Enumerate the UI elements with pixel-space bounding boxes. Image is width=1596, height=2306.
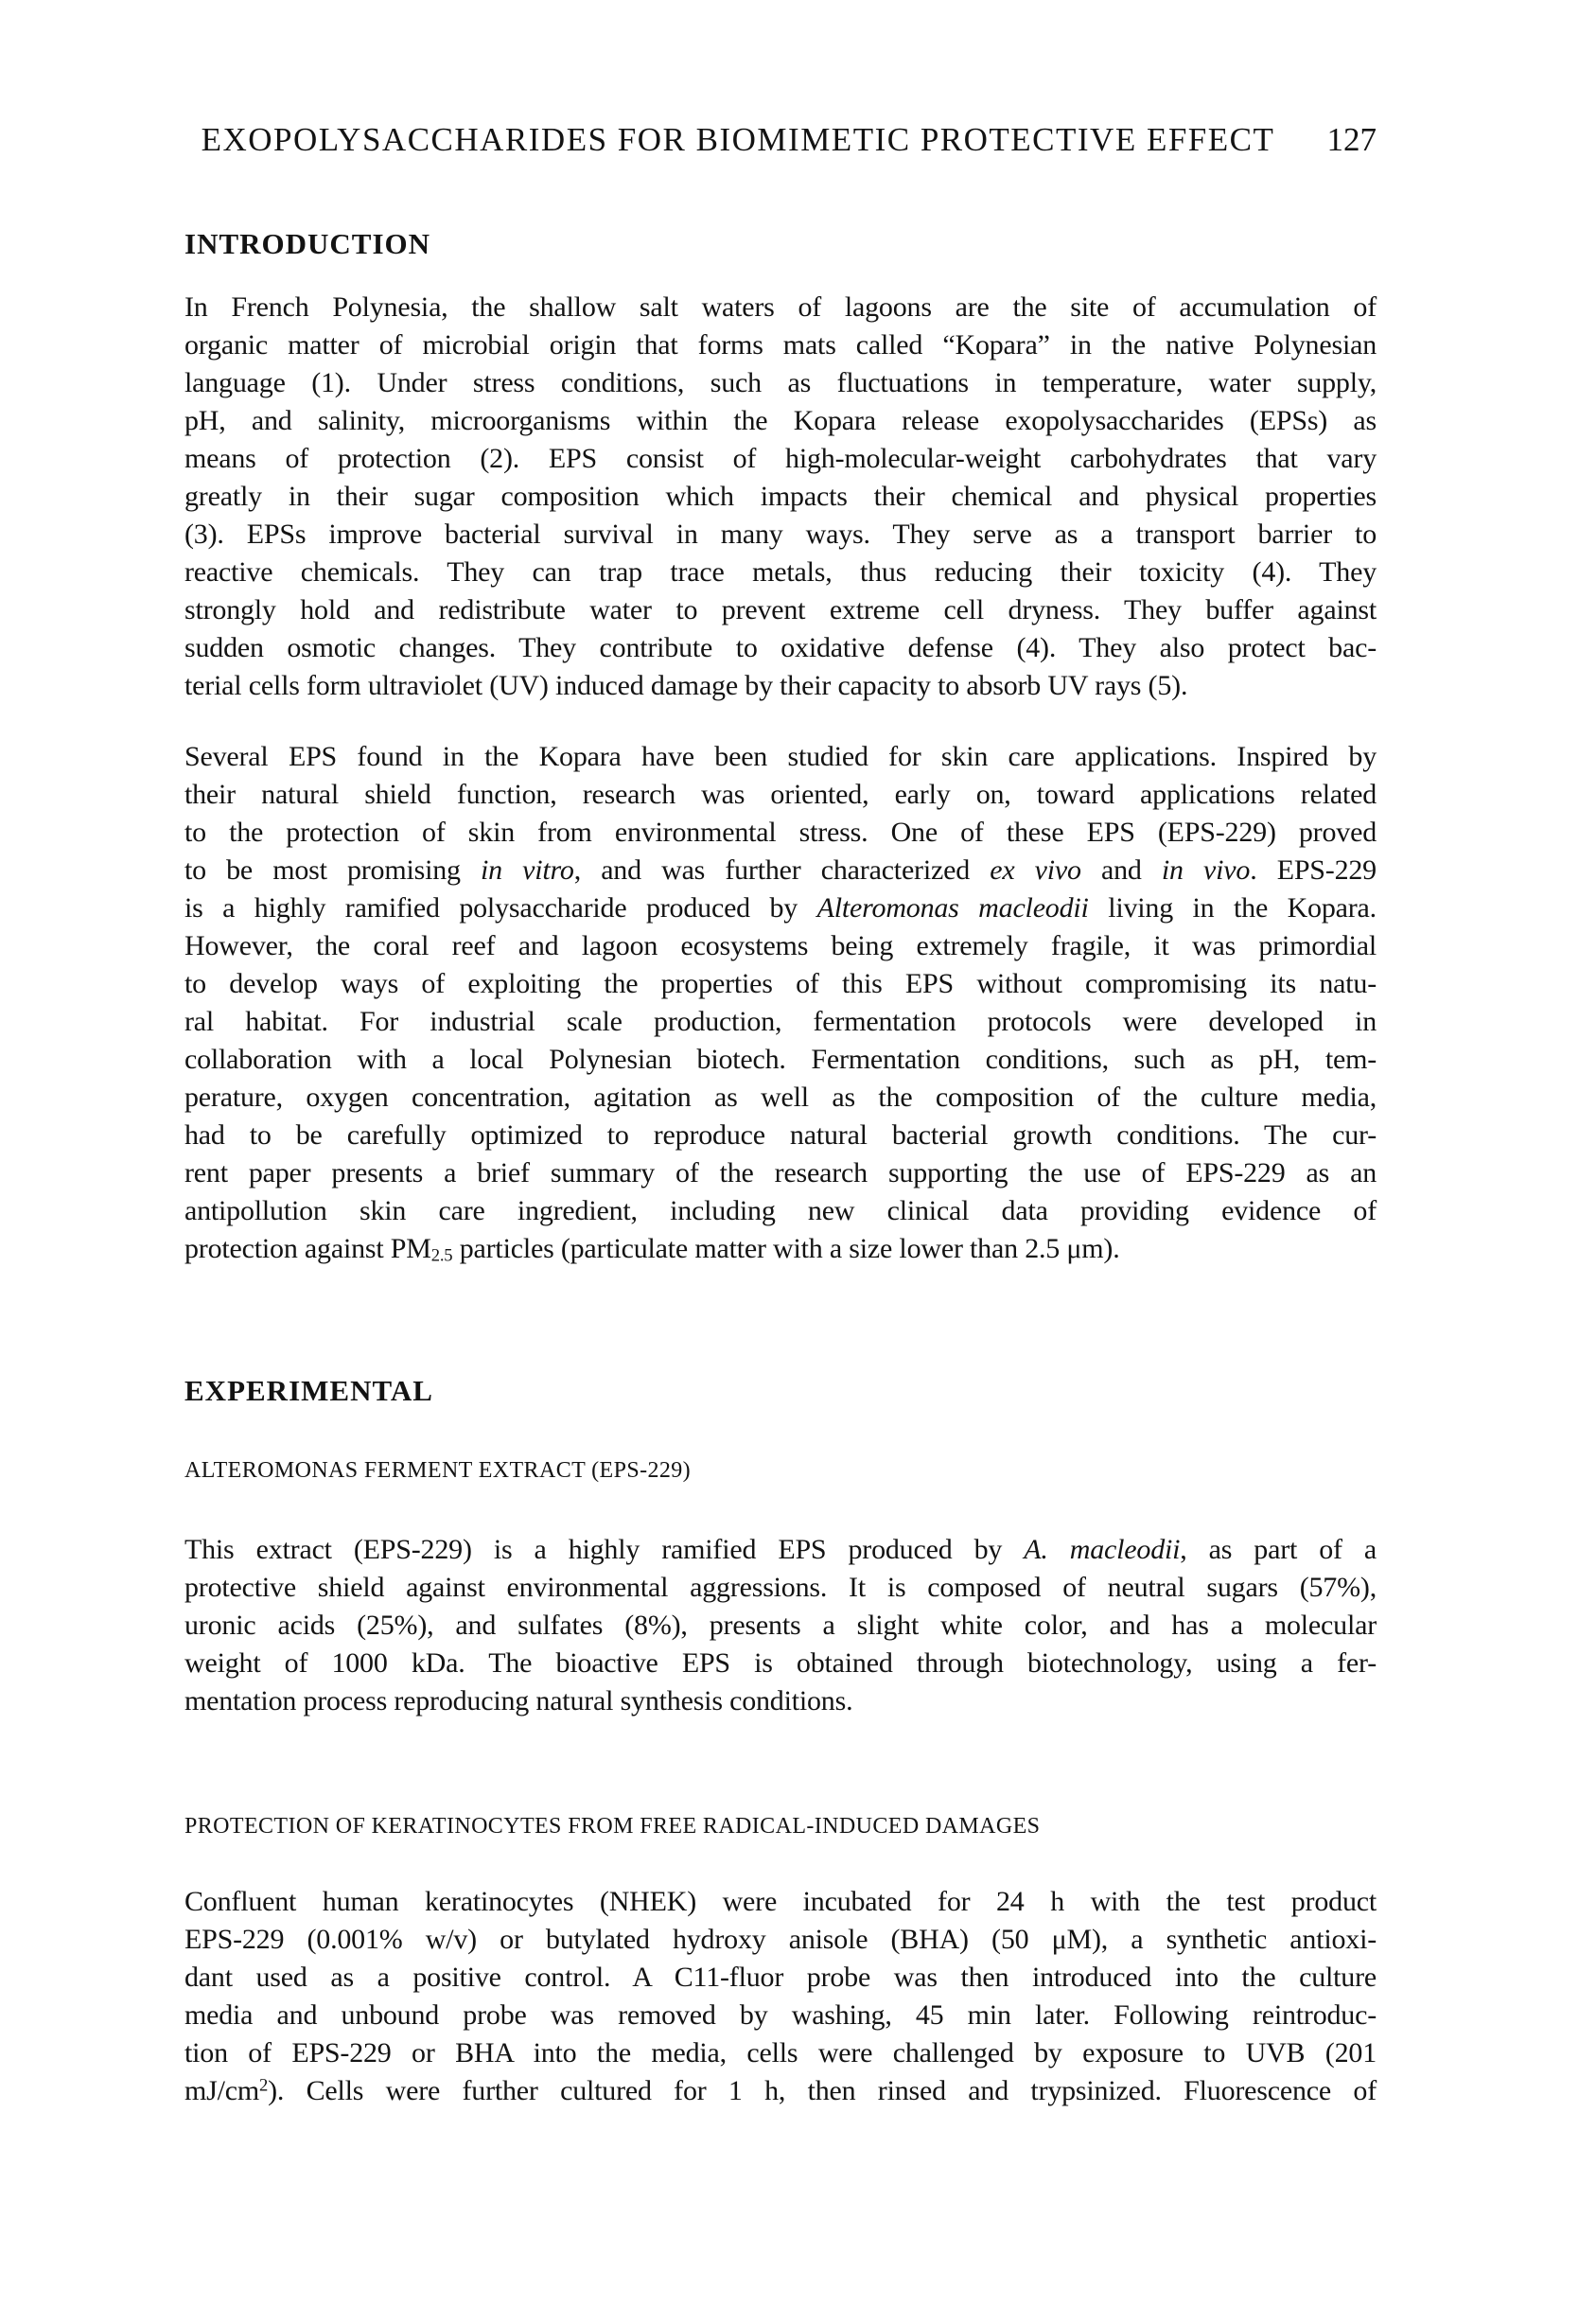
text-line: to be most promising in vitro, and was further characterized ex vivo and in vivo. EPS-229	[184, 854, 1377, 886]
text-line: perature, oxygen concentration, agitation as well as the composition of the culture media,	[184, 1082, 1377, 1113]
page-number: 127	[1326, 121, 1377, 158]
text-line: strongly hold and redistribute water to prevent extreme cell dryness. They buffer against	[184, 594, 1377, 625]
paragraph-introduction-1	[184, 289, 1377, 705]
text-line: organic matter of microbial origin that forms mats called “Kopara” in the native Polynesian	[184, 329, 1377, 361]
subsection-heading-keratinocyte-protection: PROTECTION OF KERATINOCYTES FROM FREE RADICAL-INDUCED DAMAGES	[184, 1814, 1041, 1839]
text-line: had to be carefully optimized to reproduce natural bacterial growth conditions. The cur-	[184, 1119, 1377, 1151]
text-line: greatly in their sugar composition which impacts their chemical and physical properties	[184, 481, 1377, 512]
text-line: to the protection of skin from environmental stress. One of these EPS (EPS-229) proved	[184, 817, 1377, 848]
section-heading-experimental: EXPERIMENTAL	[184, 1374, 433, 1407]
page-header	[184, 121, 1377, 159]
text-line: is a highly ramified polysaccharide produced by Alteromonas macleodii living in the Kopara.	[184, 892, 1377, 924]
subsection-heading-alteromonas-ferment-extract: ALTEROMONAS FERMENT EXTRACT (EPS-229)	[184, 1458, 692, 1483]
text-line: antipollution skin care ingredient, including new clinical data providing evidence of	[184, 1195, 1377, 1226]
text-line: media and unbound probe was removed by washing, 45 min later. Following reintroduc-	[184, 1999, 1377, 2031]
running-head-title: EXOPOLYSACCHARIDES FOR BIOMIMETIC PROTECTIVE EFFECT	[201, 121, 1275, 158]
text-line: ral habitat. For industrial scale production, fermentation protocols were developed in	[184, 1006, 1377, 1037]
text-line: terial cells form ultraviolet (UV) induced damage by their capacity to absorb UV rays (5).	[184, 670, 1188, 701]
text-line: protection against $PM_{2.5}$ particles (particulate matter with a size lower than 2.5 μm).	[184, 1233, 1120, 1266]
text-line: reactive chemicals. They can trap trace metals, thus reducing their toxicity (4). They	[184, 556, 1377, 588]
text-line: their natural shield function, research was oriented, early on, toward applications related	[184, 779, 1377, 810]
paragraph-introduction-2	[184, 738, 1377, 1268]
text-line: In French Polynesia, the shallow salt waters of lagoons are the site of accumulation of	[184, 291, 1377, 323]
text-line: protective shield against environmental aggressions. It is composed of neutral sugars (57%),	[184, 1572, 1377, 1603]
text-line: uronic acids (25%), and sulfates (8%), presents a slight white color, and has a molecular	[184, 1610, 1377, 1641]
paragraph-keratinocyte-protection	[184, 1883, 1377, 2110]
text-line: (3). EPSs improve bacterial survival in many ways. They serve as a transport barrier to	[184, 519, 1377, 550]
text-line: dant used as a positive control. A C11-fluor probe was then introduced into the culture	[184, 1962, 1377, 1993]
text-line: $mJ/cm^2$). Cells were further cultured for 1 h, then rinsed and trypsinized. Fluorescence of	[184, 2075, 1377, 2106]
text-line: This extract (EPS-229) is a highly ramified EPS produced by A. macleodii, as part of a	[184, 1534, 1377, 1565]
text-line: means of protection (2). EPS consist of high-molecular-weight carbohydrates that vary	[184, 443, 1377, 474]
text-line: However, the coral reef and lagoon ecosystems being extremely fragile, it was primordial	[184, 930, 1377, 961]
text-line: tion of EPS-229 or BHA into the media, cells were challenged by exposure to UVB (201	[184, 2037, 1377, 2068]
text-line: to develop ways of exploiting the properties of this EPS without compromising its natu-	[184, 968, 1377, 999]
text-line: sudden osmotic changes. They contribute to oxidative defense (4). They also protect bac-	[184, 632, 1377, 663]
text-line: EPS-229 (0.001% w/v) or butylated hydroxy anisole (BHA) (50 μM), a synthetic antioxi-	[184, 1924, 1377, 1955]
text-line: weight of 1000 kDa. The bioactive EPS is obtained through biotechnology, using a fer-	[184, 1647, 1377, 1679]
paragraph-ferment-extract	[184, 1531, 1377, 1720]
text-line: language (1). Under stress conditions, such as fluctuations in temperature, water supply,	[184, 367, 1377, 398]
section-heading-introduction: INTRODUCTION	[184, 227, 431, 260]
text-line: mentation process reproducing natural synthesis conditions.	[184, 1685, 853, 1716]
text-line: Several EPS found in the Kopara have been studied for skin care applications. Inspired by	[184, 741, 1377, 772]
text-line: pH, and salinity, microorganisms within the Kopara release exopolysaccharides (EPSs) as	[184, 405, 1377, 436]
text-line: Confluent human keratinocytes (NHEK) were incubated for 24 h with the test product	[184, 1886, 1377, 1917]
text-line: collaboration with a local Polynesian biotech. Fermentation conditions, such as pH, tem-	[184, 1044, 1377, 1075]
text-line: rent paper presents a brief summary of the research supporting the use of EPS-229 as an	[184, 1157, 1377, 1188]
